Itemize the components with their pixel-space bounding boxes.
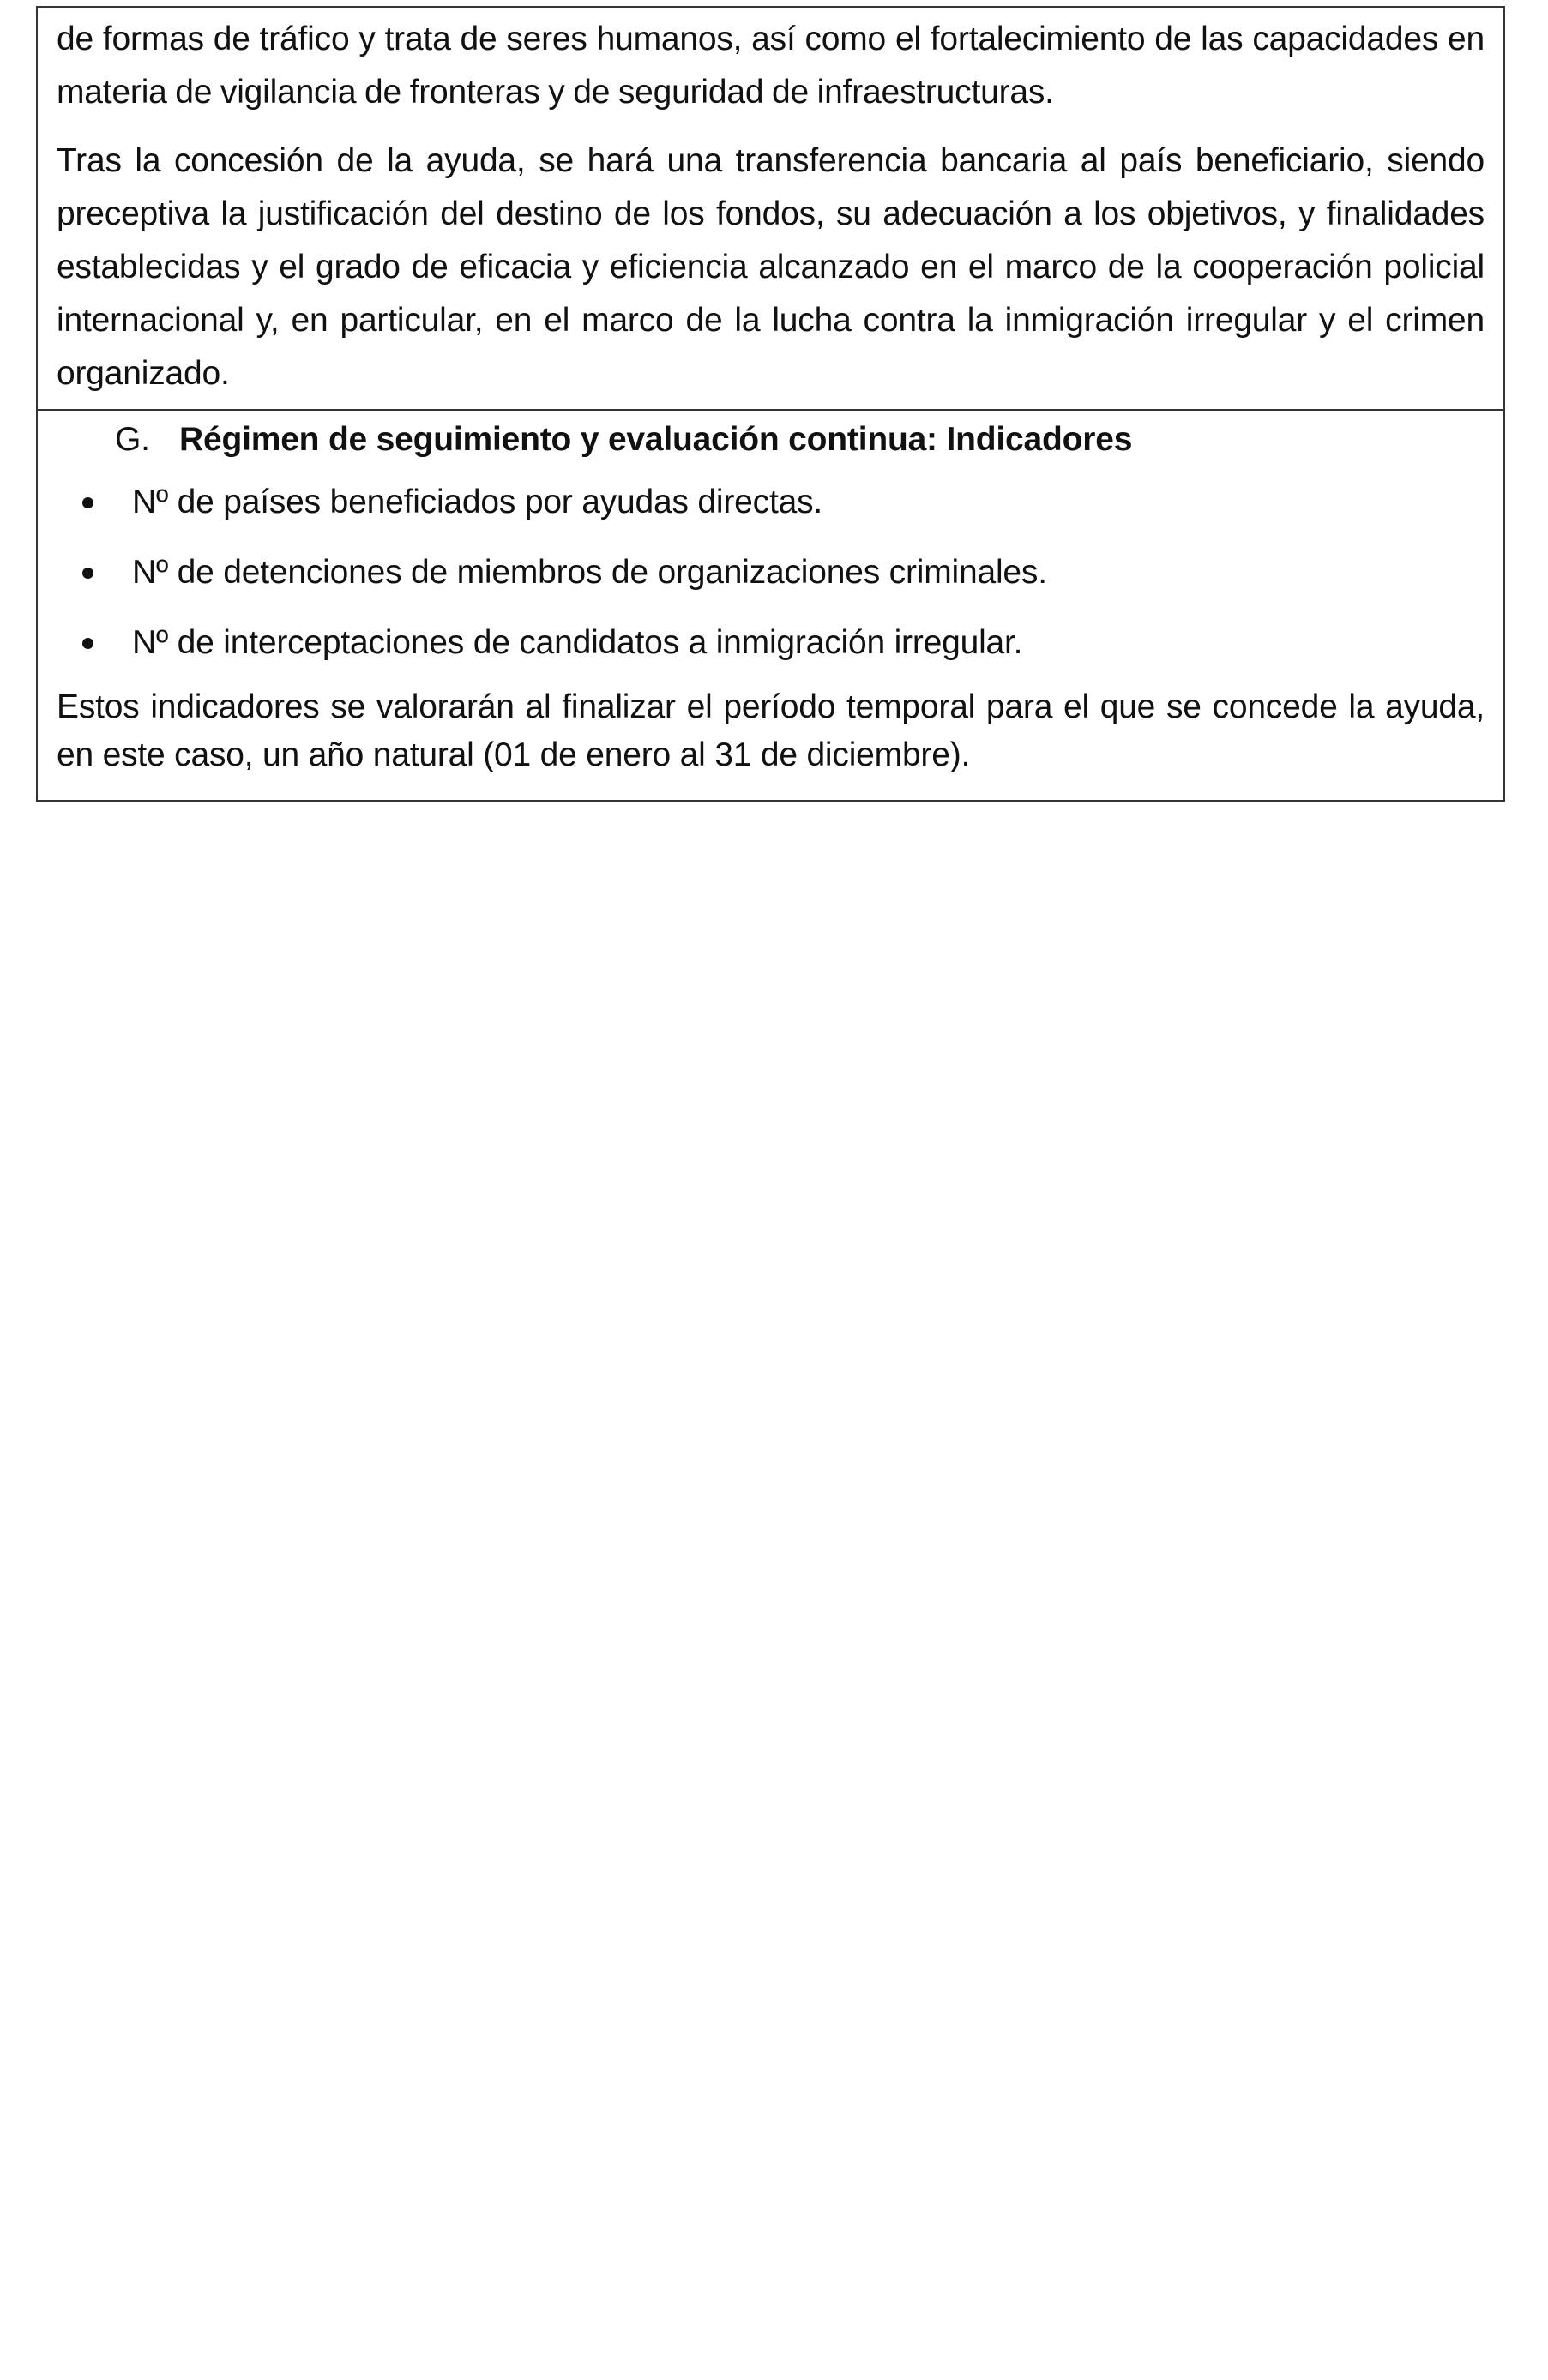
indicators-cell bbox=[38, 411, 1503, 800]
indicator-text: Nº de interceptaciones de candidatos a inmigración irregular. bbox=[132, 624, 1023, 661]
section-heading bbox=[57, 412, 1485, 467]
section-letter: G. bbox=[115, 421, 150, 458]
closing-paragraph: Estos indicadores se valorarán al finalizar el período temporal para el que se concede la ayuda, en este caso, un año natural (01 de enero al 31 de diciembre). bbox=[57, 688, 1485, 773]
indicator-text: Nº de países beneficiados por ayudas directas. bbox=[132, 484, 823, 520]
bullet-icon bbox=[82, 497, 93, 508]
bullet-icon bbox=[82, 638, 93, 649]
paragraph-trafficking: de formas de tráfico y trata de seres humanos, así como el fortalecimiento de las capacidades en materia de vigilancia de fronteras y de seguridad de infraestructuras. bbox=[57, 21, 1485, 111]
section-title: Régimen de seguimiento y evaluación continua: Indicadores bbox=[179, 421, 1133, 458]
indicator-list bbox=[57, 476, 1485, 670]
description-cell bbox=[38, 8, 1503, 411]
list-item bbox=[57, 546, 1485, 599]
bullet-icon bbox=[82, 568, 93, 579]
paragraph-bank-transfer: Tras la concesión de la ayuda, se hará una transferencia bancaria al país beneficiario, siendo preceptiva la justificación del destino de los fondos, su adecuación a los objetivos, y finalidades establecidas y el grado de eficacia y eficiencia alcanzado en el marco de la cooperación policial internacional y, en particular, en el marco de la lucha contra la inmigración irregular y el crimen organizado. bbox=[57, 142, 1485, 392]
indicator-text: Nº de detenciones de miembros de organizaciones criminales. bbox=[132, 554, 1047, 591]
list-item bbox=[57, 616, 1485, 670]
list-item bbox=[57, 476, 1485, 529]
document-table bbox=[36, 6, 1505, 802]
